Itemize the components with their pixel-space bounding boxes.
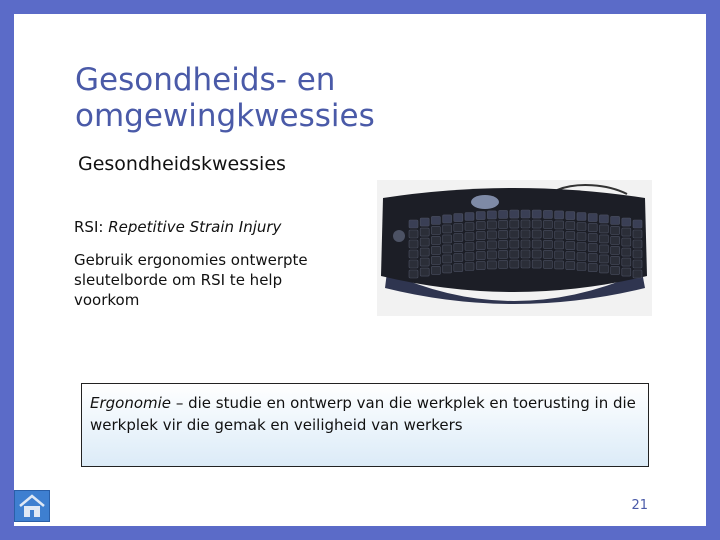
keyboard-key [499,220,508,228]
keyboard-key [622,248,631,256]
keyboard-key [465,253,474,261]
keyboard-key [633,270,642,278]
keyboard-key [588,224,597,232]
keyboard-key [510,210,519,218]
keyboard-key [599,265,608,273]
keyboard-key [599,215,608,223]
keyboard-key [499,240,508,248]
keyboard-key [532,210,541,218]
keyboard-key [476,222,485,230]
keyboard-key [611,236,620,244]
keyboard-key [465,223,474,231]
keyboard-image [377,180,652,316]
keyboard-key [420,268,429,276]
keyboard-key [566,212,575,220]
keyboard-key [611,266,620,274]
keyboard-key [633,250,642,258]
keyboard-key [454,254,463,262]
keyboard-key [454,234,463,242]
keyboard-key [588,264,597,272]
keyboard-key [487,251,496,259]
keyboard-key [487,261,496,269]
usage-text: Gebruik ergonomies ontwerpte sleutelborde om RSI te help voorkom [74,251,308,309]
keyboard-key [566,252,575,260]
keyboard-key [577,253,586,261]
keyboard-key [521,210,530,218]
keyboard-key [622,268,631,276]
keyboard-key [443,265,452,273]
keyboard-key [431,226,440,234]
keyboard-key [532,250,541,258]
keyboard-key [543,260,552,268]
keyboard-key [521,260,530,268]
keyboard-key [409,260,418,268]
keyboard-key [443,235,452,243]
keyboard-key [454,264,463,272]
keyboard-key [431,216,440,224]
keyboard-key [465,213,474,221]
keyboard-key [532,240,541,248]
keyboard-key [566,262,575,270]
definition-term: Ergonomie [90,394,172,412]
rsi-definition [74,217,281,237]
keyboard-key [476,212,485,220]
keyboard-key [611,246,620,254]
title-line-1: Gesondheids- en [75,62,336,98]
keyboard-key [633,220,642,228]
keyboard-key [577,243,586,251]
keyboard-key [476,252,485,260]
keyboard-key [532,230,541,238]
keyboard-key [510,250,519,258]
keyboard-key [431,266,440,274]
keyboard-key [521,230,530,238]
home-icon [15,491,49,521]
keyboard-key [409,220,418,228]
home-button[interactable] [14,490,50,522]
keyboard-key [454,214,463,222]
keyboard-key [431,246,440,254]
keyboard-key [555,221,564,229]
keyboard-key [487,211,496,219]
title-line-2: omgewingkwessies [75,98,375,134]
keyboard-key [499,250,508,258]
keyboard-key [599,235,608,243]
keyboard-key [510,260,519,268]
keyboard-key [510,240,519,248]
keyboard-key [543,230,552,238]
keyboard-key [476,232,485,240]
keyboard-key [599,225,608,233]
keyboard-key [499,260,508,268]
slide-subtitle: Gesondheidskwessies [78,153,286,175]
keyboard-key [521,240,530,248]
keyboard-key [454,224,463,232]
keyboard-key [476,262,485,270]
keyboard-key [510,220,519,228]
keyboard-key [454,244,463,252]
keyboard-key [521,250,530,258]
keyboard-key [543,250,552,258]
keyboard-key [577,233,586,241]
keyboard-key [588,244,597,252]
keyboard-key [577,223,586,231]
page-number: 21 [631,498,648,513]
keyboard-key [633,240,642,248]
keyboard-key [409,230,418,238]
keyboard-key [420,238,429,246]
keyboard-key [543,210,552,218]
keyboard-key [420,228,429,236]
keyboard-key [443,245,452,253]
keyboard-key [431,256,440,264]
keyboard-key [487,231,496,239]
keyboard-key [409,270,418,278]
keyboard-key [588,234,597,242]
keyboard-key [588,214,597,222]
definition-text: – die studie en ontwerp van die werkplek en toerusting in die werkplek vir die gemak en veiligheid van werkers [90,394,636,434]
keyboard-key [566,222,575,230]
keyboard-key [555,211,564,219]
keyboard-key [577,213,586,221]
keyboard-key [611,216,620,224]
rsi-label: RSI: [74,218,109,236]
keyboard-key [521,220,530,228]
keyboard-key [633,260,642,268]
keyboard-key [577,263,586,271]
keyboard-key [409,250,418,258]
keyboard-key [465,243,474,251]
keyboard-key [543,220,552,228]
keyboard-key [420,218,429,226]
keyboard-key [622,228,631,236]
keyboard-key [465,233,474,241]
keyboard-key [588,254,597,262]
keyboard-key [532,260,541,268]
keyboard-key [611,256,620,264]
keyboard-key [487,241,496,249]
keyboard-key [499,210,508,218]
slide-title [75,62,635,134]
keyboard-key [443,225,452,233]
ergonomic-keyboard-illustration [377,180,652,316]
keyboard-key [443,215,452,223]
keyboard-key [611,226,620,234]
keyboard-key [555,231,564,239]
keyboard-key [622,218,631,226]
keyboard-key [487,221,496,229]
keyboard-key [499,230,508,238]
definition-box [81,383,649,467]
keyboard-key [566,232,575,240]
keyboard-key [420,248,429,256]
keyboard-key [599,255,608,263]
keyboard-key [566,242,575,250]
keyboard-key [622,238,631,246]
keyboard-key [465,263,474,271]
keyboard-key [543,240,552,248]
keyboard-key [555,261,564,269]
keyboard-key [476,242,485,250]
slide [14,14,706,526]
keyboard-key [633,230,642,238]
keyboard-key [431,236,440,244]
keyboard-key [443,255,452,263]
keyboard-key [622,258,631,266]
keyboard-key [555,241,564,249]
keyboard-key [532,220,541,228]
keyboard-key [409,240,418,248]
rsi-expansion: Repetitive Strain Injury [108,218,282,236]
keyboard-key [420,258,429,266]
keyboard-key [510,230,519,238]
keyboard-key [555,251,564,259]
keyboard-key [599,245,608,253]
